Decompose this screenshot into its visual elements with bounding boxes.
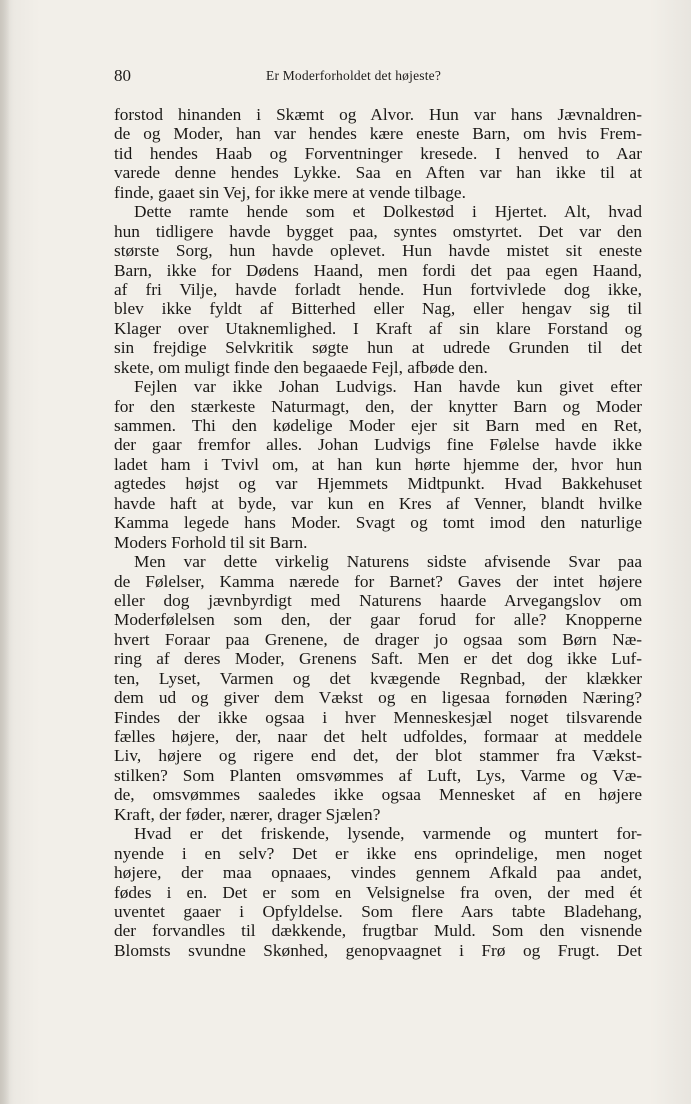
- page-header: [114, 66, 642, 88]
- text-line: tid hendes Haab og Forventninger kresede. I henved to Aar: [114, 143, 642, 163]
- text-line: højere, der maa opnaaes, vindes gennem Afkald paa andet,: [114, 863, 642, 883]
- text-line: Moders Forhold til sit Barn.: [114, 532, 308, 552]
- text-line: dem ud og giver dem Vækst og en ligesaa fornøden Næring?: [114, 688, 642, 708]
- text-line: fælles højere, der, naar det helt udfoldes, formaar at meddele: [114, 727, 642, 746]
- text-line: der gaar fremfor alles. Johan Ludvigs fine Følelse havde ikke: [114, 435, 642, 455]
- text-line: Moderfølelsen som den, der gaar forud for alle? Knopperne: [114, 610, 642, 630]
- body-text: [114, 105, 642, 960]
- text-line: Barn, ikke for Dødens Haand, men fordi det paa egen Haand,: [114, 260, 642, 280]
- text-line: stilken? Som Planten omsvømmes af Luft, Lys, Varme og Væ-: [114, 765, 642, 785]
- text-line: ten, Lyset, Varmen og det kvægende Regnbad, der klækker: [114, 668, 642, 688]
- text-line: skete, om muligt finde den begaaede Fejl, afbøde den.: [114, 357, 488, 377]
- text-line: uventet gaaer i Opfyldelse. Som flere Aars tabte Bladehang,: [114, 901, 642, 921]
- text-line: ladet ham i Tvivl om, at han kun hørte hjemme der, hvor hun: [114, 454, 642, 474]
- binding-shadow: [0, 0, 10, 1104]
- text-line: agtedes højst og var Hjemmets Midtpunkt. Hvad Bakkehuset: [114, 474, 642, 494]
- text-line: sammen. Thi den kødelige Moder ejer sit Barn med en Ret,: [114, 416, 642, 435]
- text-line: Dette ramte hende som et Dolkestød i Hjertet. Alt, hvad: [134, 202, 642, 222]
- text-line: fødes i en. Det er som en Velsignelse fra oven, der med ét: [114, 882, 642, 902]
- text-line: havde haft at byde, var kun en Kres af Venner, blandt hvilke: [114, 493, 642, 513]
- text-line: de, omsvømmes saaledes ikke ogsaa Mennesket af en højere: [114, 785, 642, 805]
- text-line: for den stærkeste Naturmagt, den, der knytter Barn og Moder: [114, 396, 642, 416]
- text-line: hun tidligere havde bygget paa, syntes omstyrtet. Det var den: [114, 221, 642, 241]
- text-line: blev ikke fyldt af Bitterhed eller Nag, eller hengav sig til: [114, 299, 642, 319]
- text-line: ring af deres Moder, Grenens Saft. Men er det dog ikke Luf-: [114, 649, 642, 669]
- text-line: eller dog jævnbyrdigt med Naturens haarde Arvegangslov om: [114, 590, 642, 610]
- text-line: forstod hinanden i Skæmt og Alvor. Hun var hans Jævnaldren-: [114, 105, 642, 124]
- text-line: finde, gaaet sin Vej, for ikke mere at vende tilbage.: [114, 182, 466, 202]
- running-head: Er Moderforholdet det højeste?: [266, 68, 442, 83]
- text-line: Men var dette virkelig Naturens sidste afvisende Svar paa: [134, 552, 642, 572]
- text-line: Kraft, der føder, nærer, drager Sjælen?: [114, 804, 381, 824]
- text-line: Hvad er det friskende, lysende, varmende og muntert for-: [134, 824, 642, 844]
- text-line: Blomsts svundne Skønhed, genopvaagnet i Frø og Frugt. Det: [114, 940, 642, 960]
- text-line: Findes der ikke ogsaa i hver Menneskesjæl noget tilsvarende: [114, 707, 642, 727]
- text-line: hvert Foraar paa Grenene, de drager jo ogsaa som Børn Næ-: [114, 629, 642, 649]
- text-line: Klager over Utaknemlighed. I Kraft af sin klare Forstand og: [114, 318, 642, 338]
- text-line: af fri Vilje, havde forladt hende. Hun fortvivlede dog ikke,: [114, 279, 642, 299]
- text-line: sin frejdige Selvkritik søgte hun at udrede Grunden til det: [114, 338, 642, 358]
- page-number: 80: [114, 66, 131, 85]
- text-line: varede denne hendes Lykke. Saa en Aften var han ikke til at: [114, 163, 642, 183]
- text-line: der forvandles til dækkende, frugtbar Muld. Som den visnende: [114, 921, 642, 941]
- text-line: største Sorg, hun havde oplevet. Hun havde mistet sit eneste: [114, 241, 642, 261]
- text-line: Fejlen var ikke Johan Ludvigs. Han havde kun givet efter: [134, 377, 642, 397]
- text-line: de og Moder, han var hendes kære eneste Barn, om hvis Frem-: [114, 124, 642, 144]
- text-line: Kamma legede hans Moder. Svagt og tomt imod den naturlige: [114, 513, 642, 533]
- text-line: de Følelser, Kamma nærede for Barnet? Gaves der intet højere: [114, 571, 642, 591]
- text-line: nyende i en selv? Det er ikke ens oprindelige, men noget: [114, 843, 642, 863]
- text-line: Liv, højere og rigere end det, der blot stammer fra Vækst-: [114, 746, 642, 766]
